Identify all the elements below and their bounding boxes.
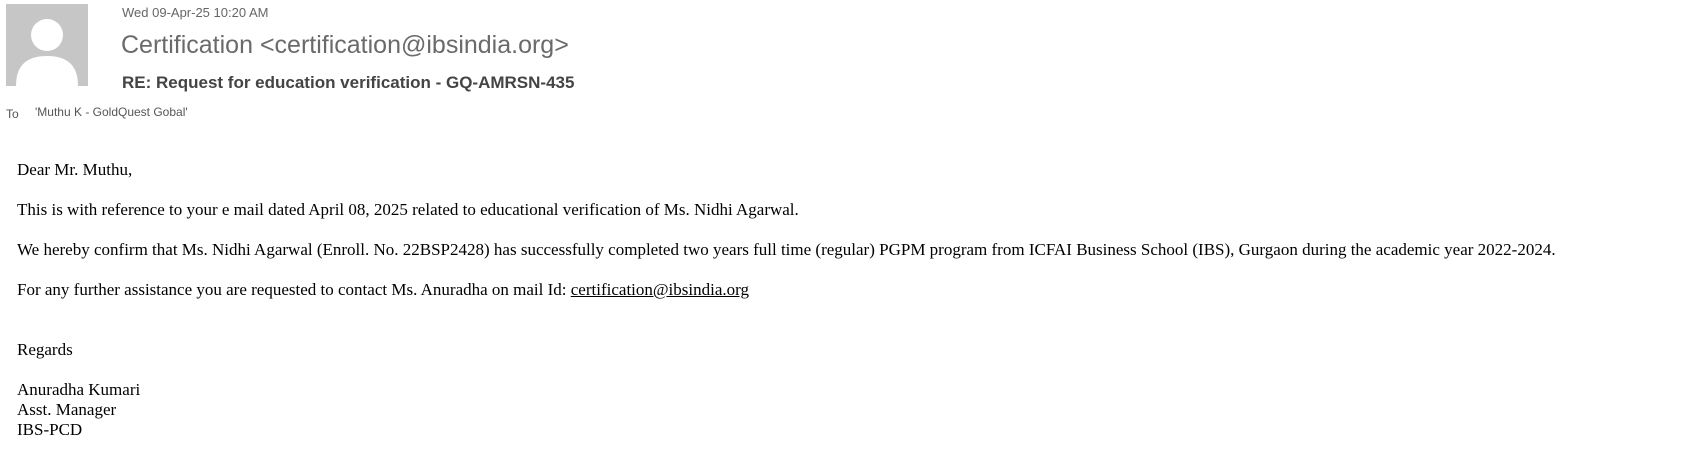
body-paragraph-3 [17,280,1556,320]
email-link[interactable]: certification@ibsindia.org [570,280,749,299]
avatar [6,4,88,86]
to-recipient[interactable]: 'Muthu K - GoldQuest Gobal' [35,105,188,119]
body-paragraph-2: We hereby confirm that Ms. Nidhi Agarwal (Enroll. No. 22BSP2428) has successfully completed two years full time (regular) PGPM program from ICFAI Business School (IBS), Gurgaon during the academic year 2022-2024. [17,240,1556,259]
email-sender[interactable]: Certification <certification@ibsindia.org> [121,31,569,59]
spacer [17,320,1556,340]
regards: Regards [17,340,73,359]
body-paragraph-3-text: For any further assistance you are requested to contact Ms. Anuradha on mail Id: [17,280,571,299]
email-body [17,160,1556,440]
signature-name: Anuradha Kumari [17,380,141,399]
to-label: To [6,107,19,121]
person-silhouette-icon [6,4,88,86]
email-date: Wed 09-Apr-25 10:20 AM [122,5,269,20]
email-subject: RE: Request for education verification - GQ-AMRSN-435 [122,73,575,92]
greeting: Dear Mr. Muthu, [17,160,133,179]
body-paragraph-1: This is with reference to your e mail dated April 08, 2025 related to educational verification of Ms. Nidhi Agarwal. [17,200,799,219]
signature-department: IBS-PCD [17,420,83,439]
signature-title: Asst. Manager [17,400,117,419]
